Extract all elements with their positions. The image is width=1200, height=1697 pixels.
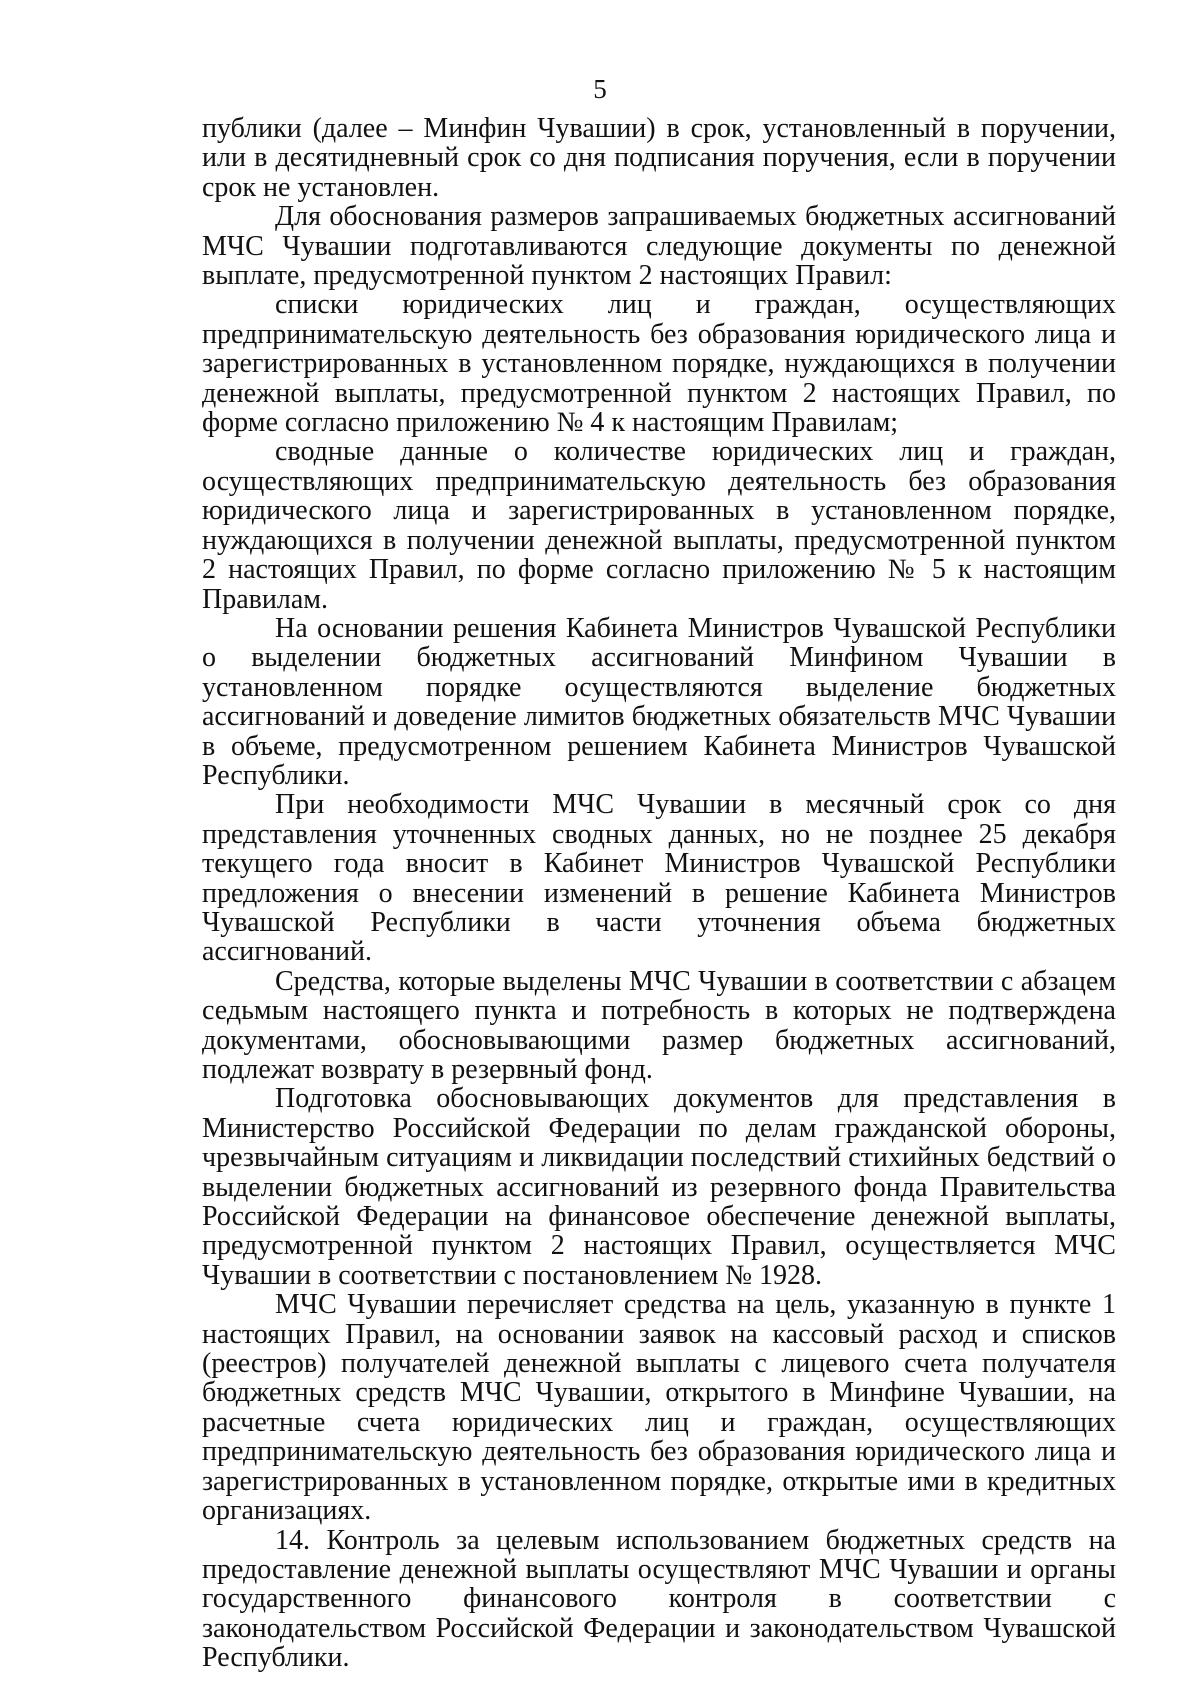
- paragraph-federal-documents: Подготовка обосновывающих документов для представления в Министерство Российской Федерации по делам гражданской обороны, чрезвычайным ситуациям и ликвидации последствий стихийных бедствий о выделении бюджетных ассигнований из резервного фонда Правительства Российской Федерации на финансовое обеспечение денежной выплаты, предусмотренной пунктом 2 настоящих Правил, осуществляется МЧС Чувашии в соответствии с постановлением № 1928.: [202, 1083, 1116, 1291]
- paragraph-continuation: публики (далее – Минфин Чувашии) в срок, установленный в поручении, или в десятидневный срок со дня подписания поручения, если в поручении срок не установлен.: [202, 113, 1116, 203]
- paragraph-lists-of-entities: списки юридических лиц и граждан, осуществляющих предпринимательскую деятельность без образования юридического лица и зарегистрированных в установленном порядке, нуждающихся в получении денежной выплаты, предусмотренной пунктом 2 настоящих Правил, по форме согласно приложению № 4 к настоящим Правилам;: [202, 289, 1116, 439]
- page-number: 5: [593, 74, 607, 104]
- paragraph-clarification-proposals: При необходимости МЧС Чувашии в месячный срок со дня представления уточненных сводных данных, но не позднее 25 декабря текущего года вносит в Кабинет Министров Чувашской Республики предложения о внесении изменений в решение Кабинета Министров Чувашской Республики в части уточнения объема бюджетных ассигнований.: [202, 789, 1116, 968]
- paragraph-funds-return: Средства, которые выделены МЧС Чувашии в соответствии с абзацем седьмым настоящего пункта и потребность в которых не подтверждена документами, обосновывающими размер бюджетных ассигнований, подлежат возврату в резервный фонд.: [202, 965, 1116, 1085]
- document-body: [202, 114, 1116, 1673]
- paragraph-cabinet-decision: На основании решения Кабинета Министров Чувашской Республики о выделении бюджетных ассигнований Минфином Чувашии в установленном порядке осуществляются выделение бюджетных ассигнований и доведение лимитов бюджетных обязательств МЧС Чувашии в объеме, предусмотренном решением Кабинета Министров Чувашской Республики.: [202, 612, 1116, 791]
- paragraph-summary-data: сводные данные о количестве юридических лиц и граждан, осуществляющих предпринимательскую деятельность без образования юридического лица и зарегистрированных в установленном порядке, нуждающихся в получении денежной выплаты, предусмотренной пунктом 2 настоящих Правил, по форме согласно приложению № 5 к настоящим Правилам.: [202, 436, 1116, 615]
- paragraph-transfer-of-funds: МЧС Чувашии перечисляет средства на цель, указанную в пункте 1 настоящих Правил, на основании заявок на кассовый расход и списков (реестров) получателей денежной выплаты с лицевого счета получателя бюджетных средств МЧС Чувашии, открытого в Минфине Чувашии, на расчетные счета юридических лиц и граждан, осуществляющих предпринимательскую деятельность без образования юридического лица и зарегистрированных в установленном порядке, открытые ими в кредитных организациях.: [202, 1289, 1116, 1527]
- paragraph-justification-documents: Для обоснования размеров запрашиваемых бюджетных ассигнований МЧС Чувашии подготавливаются следующие документы по денежной выплате, предусмотренной пунктом 2 настоящих Правил:: [202, 201, 1116, 292]
- paragraph-item-14-control: 14. Контроль за целевым использованием бюджетных средств на предоставление денежной выплаты осуществляют МЧС Чувашии и органы государственного финансового контроля в соответствии с законодательством Российской Федерации и законодательством Чувашской Республики.: [202, 1524, 1116, 1674]
